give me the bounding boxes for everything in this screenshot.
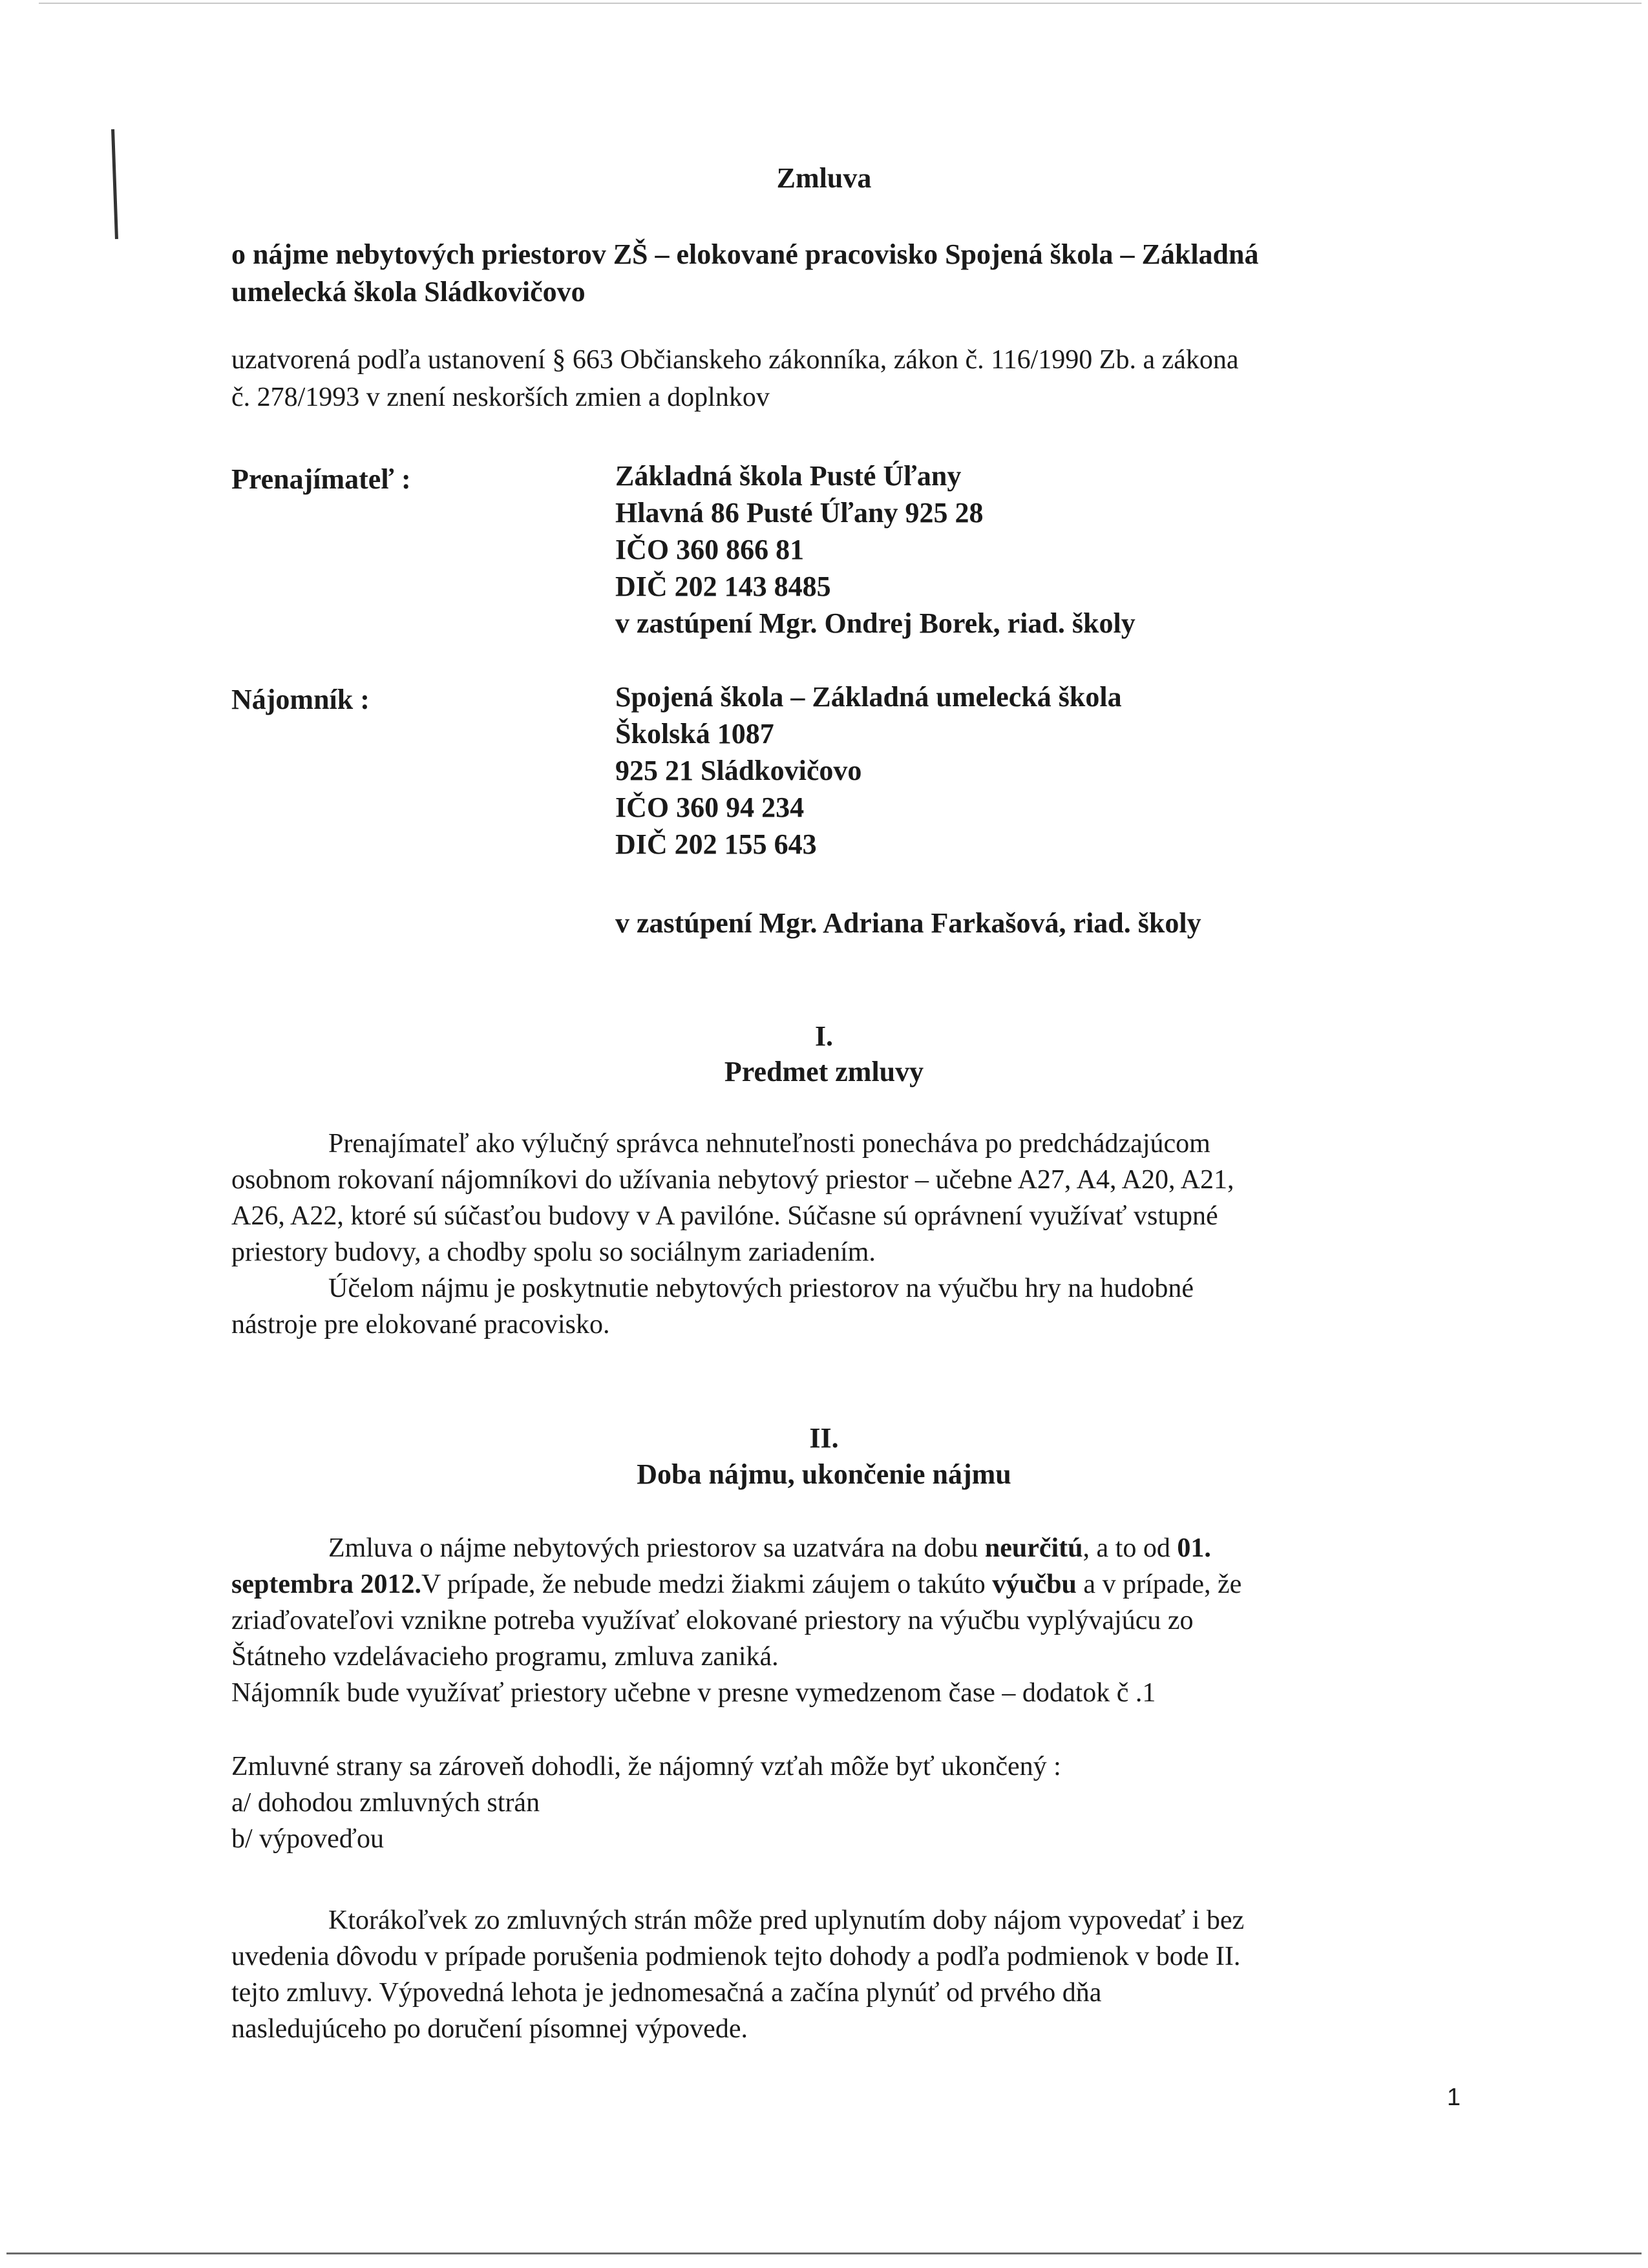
paragraph-line: Ktorákoľvek zo zmluvných strán môže pred uplynutím doby nájom vypovedať i bez (328, 1906, 1245, 1935)
tenant-representative: v zastúpení Mgr. Adriana Farkašová, riad. školy (615, 907, 1201, 939)
scan-top-edge (39, 3, 1642, 4)
page-number: 1 (1446, 2084, 1461, 2111)
tenant-line: IČO 360 94 234 (615, 792, 805, 823)
tenant-line: 925 21 Sládkovičovo (615, 755, 862, 786)
termination-paragraph (231, 1748, 1459, 1857)
paragraph-line: Štátneho vzdelávacieho programu, zmluva zaniká. (231, 1642, 779, 1672)
section1-paragraph (231, 1126, 1459, 1343)
paragraph-line: nasledujúceho po doručení písomnej výpovede. (231, 2014, 748, 2044)
paragraph-line: nástroje pre elokované pracovisko. (231, 1310, 610, 1339)
section-number: I. (814, 1020, 834, 1052)
list-item: b/ výpoveďou (231, 1824, 384, 1854)
landlord-label: Prenajímateľ : (231, 463, 411, 495)
document-subtitle (231, 236, 1459, 311)
notice-paragraph (231, 1902, 1459, 2047)
tenant-details (615, 678, 1122, 863)
section-title: Doba nájmu, ukončenie nájmu (637, 1458, 1011, 1490)
section-number: II. (809, 1422, 839, 1454)
paragraph-line: priestory budovy, a chodby spolu so sociálnym zariadením. (231, 1237, 876, 1267)
landlord-details (615, 457, 1136, 642)
landlord-line: Hlavná 86 Pusté Úľany 925 28 (615, 497, 984, 529)
tenant-label: Nájomník : (231, 684, 370, 715)
subtitle-line: o nájme nebytových priestorov ZŠ – elokované pracovisko Spojená škola – Základná (231, 238, 1259, 270)
paragraph-line: Prenajímateľ ako výlučný správca nehnuteľnosti ponecháva po predchádzajúcom (328, 1129, 1210, 1159)
section2-paragraph (231, 1530, 1459, 1711)
paragraph-line: zriaďovateľovi vznikne potreba využívať elokované priestory na výučbu vyplývajúcu zo (231, 1606, 1194, 1635)
tenant-line: Školská 1087 (615, 718, 774, 750)
paragraph-line: uvedenia dôvodu v prípade porušenia podmienok tejto dohody a podľa podmienok v bode II. (231, 1942, 1241, 1971)
paragraph-line: A26, A22, ktoré sú súčasťou budovy v A pavilóne. Súčasne sú oprávnení využívať vstupné (231, 1201, 1218, 1231)
intro-line: uzatvorená podľa ustanovení § 663 Občianskeho zákonníka, zákon č. 116/1990 Zb. a zákona (231, 345, 1239, 375)
landlord-line: IČO 360 866 81 (615, 534, 805, 565)
tenant-line: Spojená škola – Základná umelecká škola (615, 681, 1122, 713)
landlord-line: DIČ 202 143 8485 (615, 571, 831, 602)
scan-bottom-edge (6, 2252, 1642, 2254)
document-title: Zmluva (776, 162, 872, 194)
legal-basis (231, 341, 1459, 416)
paragraph-line: Nájomník bude využívať priestory učebne v presne vymedzenom čase – dodatok č .1 (231, 1678, 1156, 1708)
paragraph-line: Účelom nájmu je poskytnutie nebytových priestorov na výučbu hry na hudobné (328, 1274, 1194, 1303)
paragraph-line: osobnom rokovaní nájomníkovi do užívania nebytový priestor – učebne A27, A4, A20, A21, (231, 1165, 1234, 1195)
landlord-line: Základná škola Pusté Úľany (615, 460, 962, 492)
paragraph-line: tejto zmluvy. Výpovedná lehota je jednomesačná a začína plynúť od prvého dňa (231, 1978, 1102, 2008)
paragraph-line: Zmluvné strany sa zároveň dohodli, že nájomný vzťah môže byť ukončený : (231, 1752, 1061, 1781)
paragraph-line: Zmluva o nájme nebytových priestorov sa uzatvára na dobu neurčitú, a to od 01. (328, 1533, 1211, 1563)
landlord-line: v zastúpení Mgr. Ondrej Borek, riad. školy (615, 607, 1136, 639)
tenant-line: DIČ 202 155 643 (615, 828, 817, 860)
subtitle-line: umelecká škola Sládkovičovo (231, 276, 586, 308)
paragraph-line: septembra 2012.V prípade, že nebude medzi žiakmi záujem o takúto výučbu a v prípade, že (231, 1570, 1242, 1599)
intro-line: č. 278/1993 v znení neskorších zmien a doplnkov (231, 383, 770, 412)
list-item: a/ dohodou zmluvných strán (231, 1788, 540, 1818)
section-title: Predmet zmluvy (724, 1056, 924, 1087)
